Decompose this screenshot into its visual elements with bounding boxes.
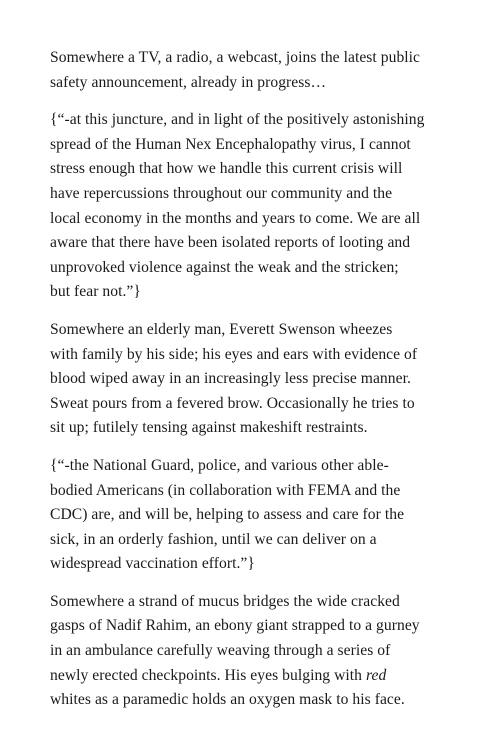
paragraph-everett-swenson	[50, 318, 472, 441]
text-line: local economy in the months and years to come. We are all	[50, 209, 421, 227]
text-line: spread of the Human Nex Encephalopathy virus, I cannot	[50, 135, 411, 153]
text-line: Somewhere a strand of mucus bridges the wide cracked	[50, 592, 400, 610]
text-line: have repercussions throughout our community and the	[50, 184, 393, 202]
text-line: CDC) are, and will be, helping to assess and care for the	[50, 506, 405, 524]
text-line: blood wiped away in an increasingly less precise manner.	[50, 370, 411, 388]
text-line: gasps of Nadif Rahim, an ebony giant strapped to a gurney	[50, 617, 420, 635]
text-line: {“-the National Guard, police, and various other able-	[50, 456, 389, 474]
text-line: widespread vaccination effort.”}	[50, 555, 255, 573]
paragraph-broadcast-intro	[50, 46, 472, 95]
paragraph-announcement-2	[50, 454, 472, 577]
text-line: in an ambulance carefully weaving through a series of	[50, 642, 391, 660]
paragraph-nadif-rahim	[50, 590, 472, 713]
text-line: unprovoked violence against the weak and the stricken;	[50, 258, 399, 276]
text-line: sit up; futilely tensing against makeshift restraints.	[50, 419, 368, 437]
text-line: Somewhere a TV, a radio, a webcast, joins the latest public	[50, 49, 421, 66]
emphasis-red: red	[365, 666, 387, 684]
text-line: Sweat pours from a fevered brow. Occasionally he tries to	[50, 394, 415, 412]
paragraph-announcement-1	[50, 108, 472, 305]
text-line: Somewhere an elderly man, Everett Swenson wheezes	[50, 320, 393, 338]
text-line: aware that there have been isolated reports of looting and	[50, 234, 411, 252]
text-line: safety announcement, already in progress…	[50, 73, 327, 91]
text-line	[50, 664, 472, 689]
text-line-start: newly erected checkpoints. His eyes bulging with	[50, 666, 366, 684]
text-line: {“-at this juncture, and in light of the positively astonishing	[50, 111, 425, 129]
text-line: sick, in an orderly fashion, until we can deliver on a	[50, 530, 377, 548]
text-line: but fear not.”}	[50, 283, 141, 301]
text-line: bodied Americans (in collaboration with FEMA and the	[50, 481, 401, 499]
text-line: with family by his side; his eyes and ears with evidence of	[50, 345, 418, 363]
text-line: stress enough that how we handle this current crisis will	[50, 160, 403, 178]
text-line: whites as a paramedic holds an oxygen mask to his face.	[50, 691, 405, 709]
